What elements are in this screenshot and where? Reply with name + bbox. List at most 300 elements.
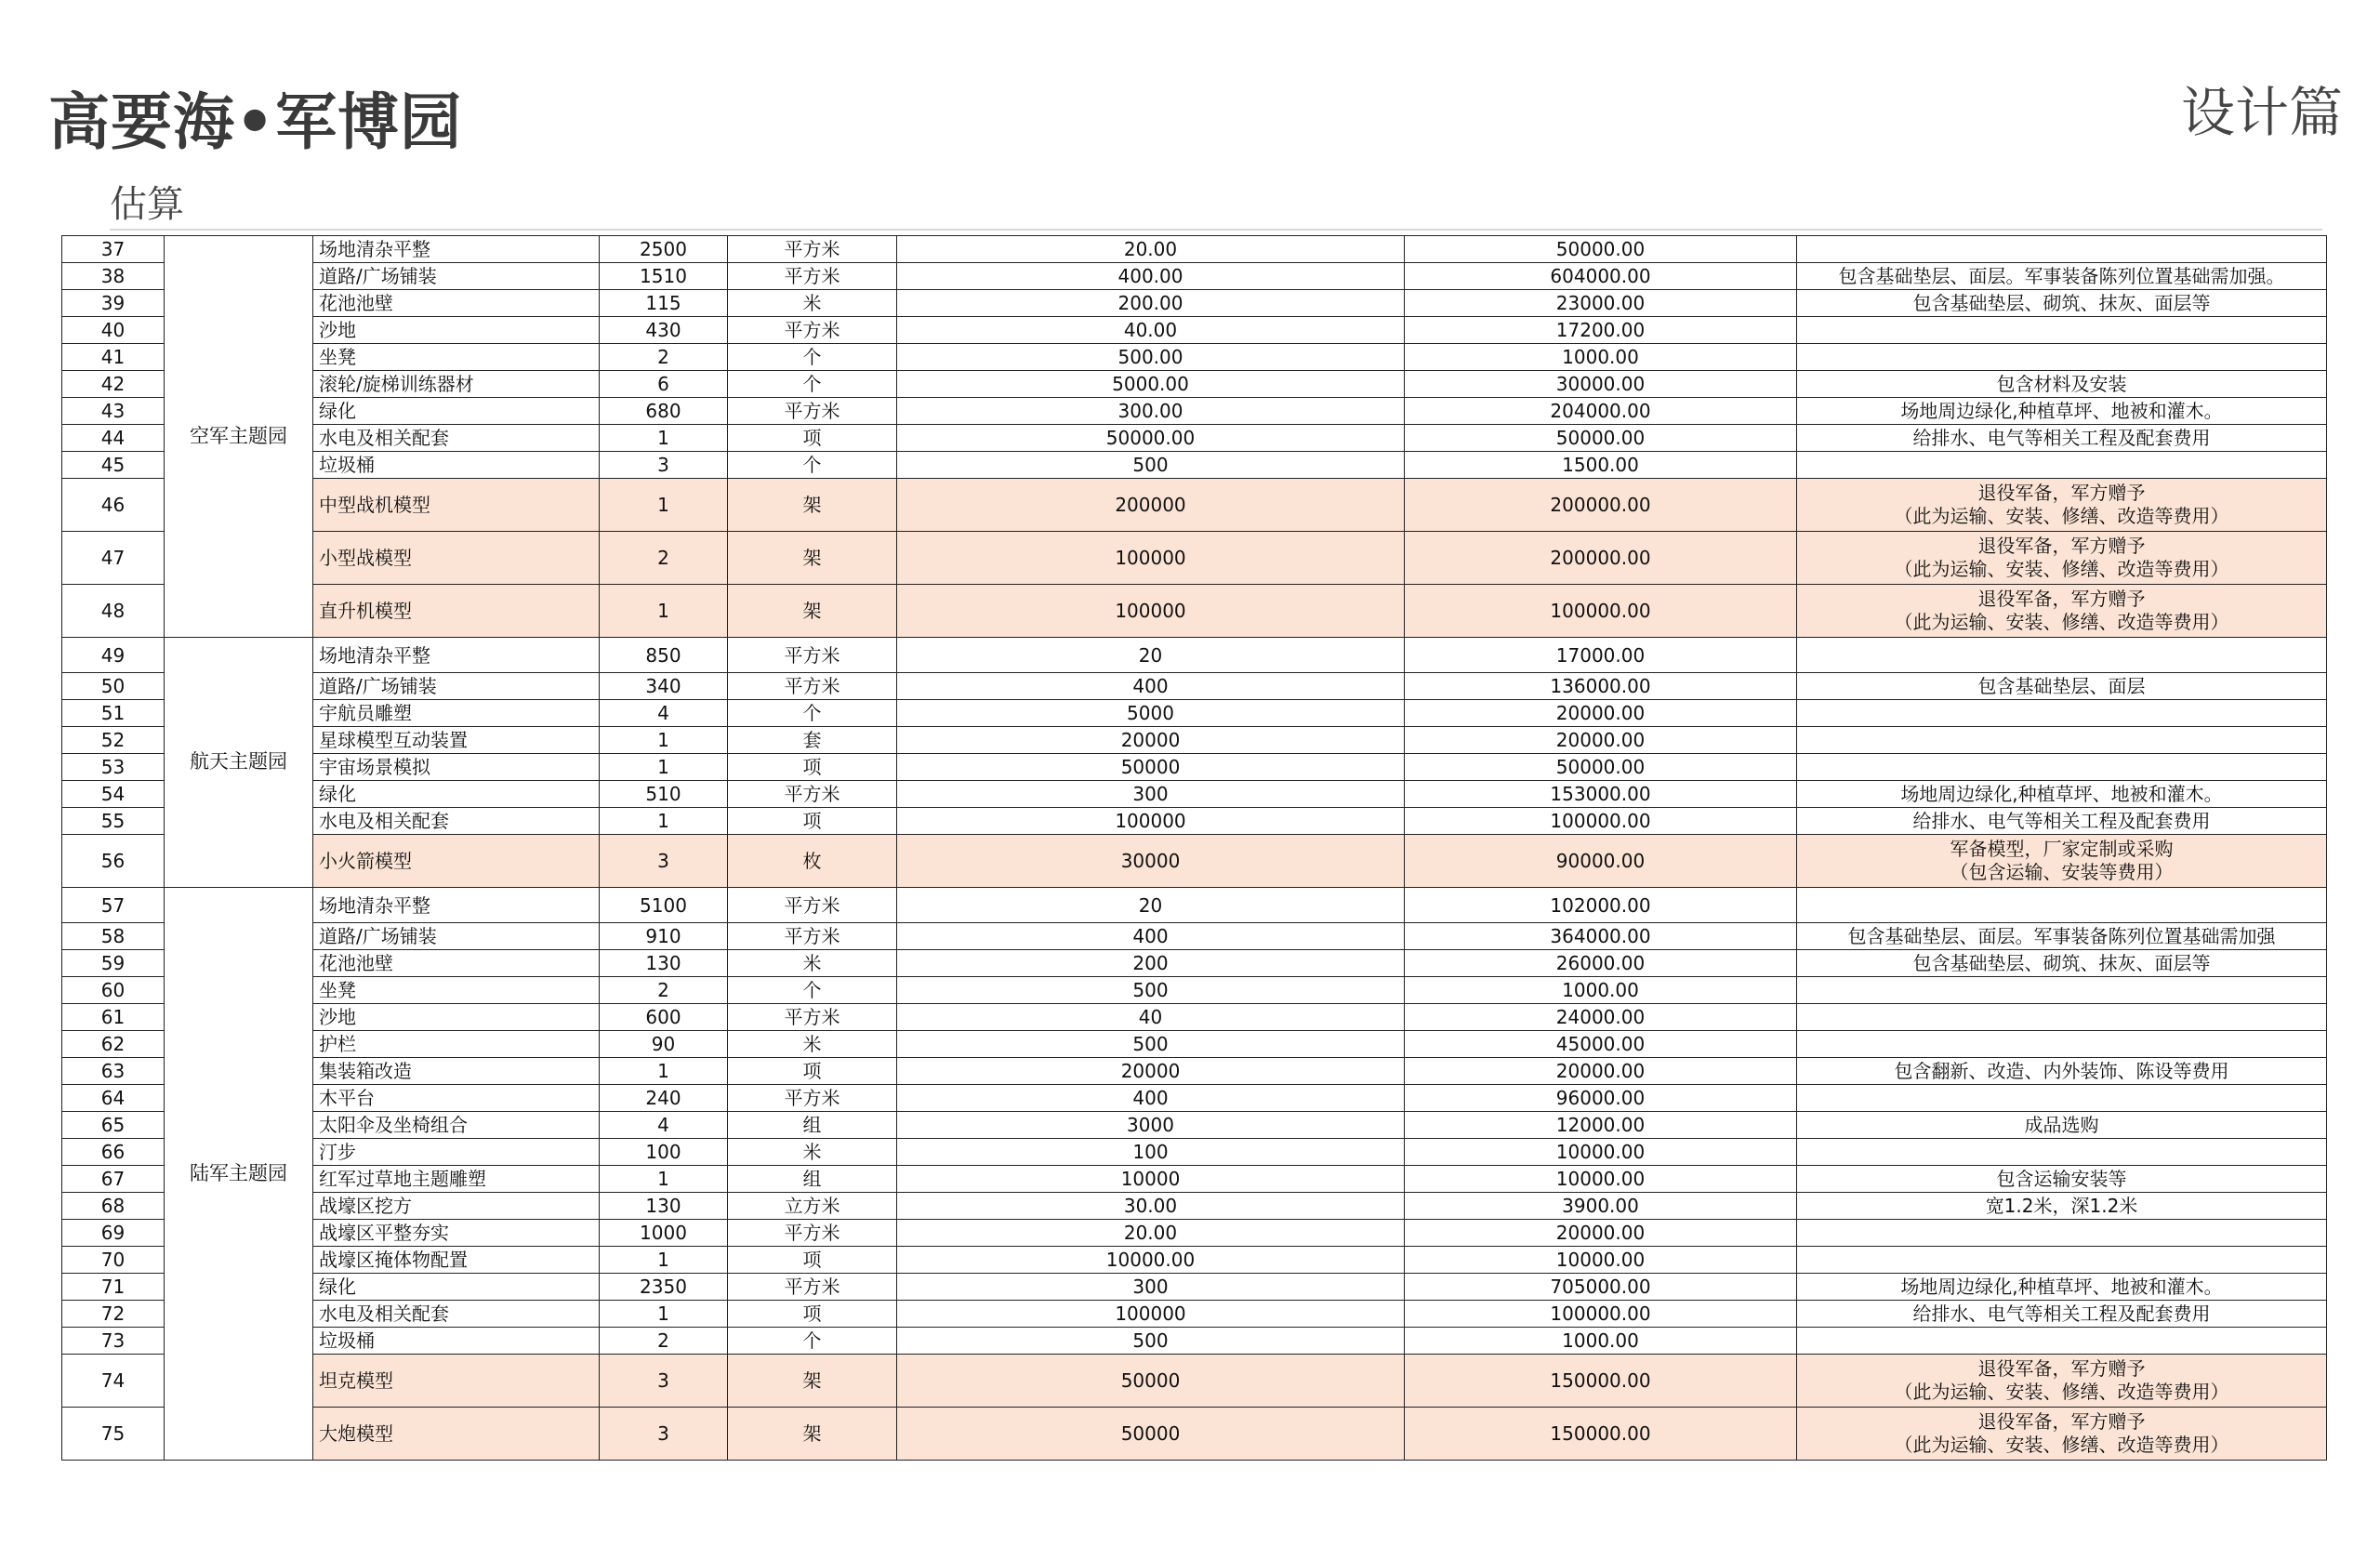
total-price-cell: 96000.00 (1405, 1085, 1797, 1112)
unit-price-cell: 20 (897, 638, 1405, 673)
unit-price-cell: 500 (897, 977, 1405, 1004)
unit-cell: 平方米 (728, 923, 897, 950)
quantity-cell: 1000 (600, 1220, 728, 1247)
unit-cell: 架 (728, 479, 897, 532)
unit-price-cell: 5000 (897, 700, 1405, 727)
note-cell (1797, 808, 2327, 835)
unit-cell: 米 (728, 950, 897, 977)
item-name-cell: 道路/广场铺装 (313, 923, 600, 950)
item-name-cell: 太阳伞及坐椅组合 (313, 1112, 600, 1139)
unit-price-cell: 100 (897, 1139, 1405, 1166)
unit-price-cell: 500.00 (897, 344, 1405, 371)
note-cell (1797, 344, 2327, 371)
table-row (62, 727, 2327, 754)
table-row (62, 1031, 2327, 1058)
quantity-cell: 850 (600, 638, 728, 673)
note-line: 包含基础垫层、面层 (1977, 674, 2146, 697)
total-price-cell: 10000.00 (1405, 1247, 1797, 1274)
unit-cell: 米 (728, 1139, 897, 1166)
quantity-cell: 1 (600, 1058, 728, 1085)
note-cell (1797, 835, 2327, 888)
quantity-cell: 90 (600, 1031, 728, 1058)
note-cell (1797, 1166, 2327, 1193)
item-name-cell: 红军过草地主题雕塑 (313, 1166, 600, 1193)
table-row (62, 317, 2327, 344)
row-number-cell: 41 (62, 344, 165, 371)
unit-price-cell: 30.00 (897, 1193, 1405, 1220)
row-number-cell: 72 (62, 1301, 165, 1328)
row-number-cell: 42 (62, 371, 165, 398)
total-price-cell: 1500.00 (1405, 452, 1797, 479)
table-row (62, 923, 2327, 950)
row-number-cell: 62 (62, 1031, 165, 1058)
table-row (62, 1408, 2327, 1461)
table-row (62, 1355, 2327, 1408)
unit-price-cell: 10000.00 (897, 1247, 1405, 1274)
quantity-cell: 1 (600, 425, 728, 452)
row-number-cell: 63 (62, 1058, 165, 1085)
item-name-cell: 汀步 (313, 1139, 600, 1166)
total-price-cell: 150000.00 (1405, 1408, 1797, 1461)
unit-price-cell: 100000 (897, 1301, 1405, 1328)
item-name-cell: 道路/广场铺装 (313, 673, 600, 700)
row-number-cell: 51 (62, 700, 165, 727)
total-price-cell: 23000.00 (1405, 290, 1797, 317)
row-number-cell: 59 (62, 950, 165, 977)
item-name-cell: 战壕区挖方 (313, 1193, 600, 1220)
table-row (62, 1193, 2327, 1220)
item-name-cell: 小火箭模型 (313, 835, 600, 888)
total-price-cell: 50000.00 (1405, 236, 1797, 263)
item-name-cell: 场地清杂平整 (313, 638, 600, 673)
unit-price-cell: 20000 (897, 727, 1405, 754)
item-name-cell: 场地清杂平整 (313, 236, 600, 263)
table-row (62, 1058, 2327, 1085)
item-name-cell: 水电及相关配套 (313, 808, 600, 835)
note-line-secondary: （此为运输、安装、修缮、改造等费用） (1894, 505, 2229, 527)
note-cell (1797, 1085, 2327, 1112)
unit-cell: 平方米 (728, 1274, 897, 1301)
table-row (62, 479, 2327, 532)
total-price-cell: 10000.00 (1405, 1166, 1797, 1193)
note-cell (1797, 754, 2327, 781)
unit-price-cell: 3000 (897, 1112, 1405, 1139)
unit-price-cell: 300 (897, 781, 1405, 808)
unit-price-cell: 200.00 (897, 290, 1405, 317)
item-name-cell: 中型战机模型 (313, 479, 600, 532)
total-price-cell: 1000.00 (1405, 1328, 1797, 1355)
note-line: 场地周边绿化,种植草坪、地被和灌木。 (1900, 1275, 2223, 1298)
table-row (62, 1112, 2327, 1139)
quantity-cell: 1 (600, 1166, 728, 1193)
note-line: 场地周边绿化,种植草坪、地被和灌木。 (1900, 782, 2223, 805)
quantity-cell: 2 (600, 977, 728, 1004)
table-row (62, 1220, 2327, 1247)
total-price-cell: 45000.00 (1405, 1031, 1797, 1058)
unit-cell: 平方米 (728, 263, 897, 290)
note-cell (1797, 1408, 2327, 1461)
item-name-cell: 直升机模型 (313, 585, 600, 638)
total-price-cell: 100000.00 (1405, 808, 1797, 835)
unit-cell: 平方米 (728, 888, 897, 923)
total-price-cell: 1000.00 (1405, 977, 1797, 1004)
row-number-cell: 74 (62, 1355, 165, 1408)
unit-cell: 项 (728, 808, 897, 835)
table-row (62, 1328, 2327, 1355)
row-number-cell: 57 (62, 888, 165, 923)
total-price-cell: 10000.00 (1405, 1139, 1797, 1166)
total-price-cell: 50000.00 (1405, 425, 1797, 452)
item-name-cell: 水电及相关配套 (313, 425, 600, 452)
total-price-cell: 102000.00 (1405, 888, 1797, 923)
note-cell (1797, 452, 2327, 479)
unit-cell: 个 (728, 371, 897, 398)
row-number-cell: 53 (62, 754, 165, 781)
total-price-cell: 17000.00 (1405, 638, 1797, 673)
quantity-cell: 910 (600, 923, 728, 950)
quantity-cell: 2 (600, 1328, 728, 1355)
total-price-cell: 150000.00 (1405, 1355, 1797, 1408)
row-number-cell: 68 (62, 1193, 165, 1220)
table-row (62, 1166, 2327, 1193)
unit-cell: 枚 (728, 835, 897, 888)
table-row (62, 638, 2327, 673)
note-line-secondary: （此为运输、安装、修缮、改造等费用） (1894, 558, 2229, 580)
total-price-cell: 20000.00 (1405, 1058, 1797, 1085)
item-name-cell: 坐凳 (313, 977, 600, 1004)
row-number-cell: 75 (62, 1408, 165, 1461)
table-row (62, 835, 2327, 888)
note-cell (1797, 263, 2327, 290)
unit-cell: 平方米 (728, 317, 897, 344)
item-name-cell: 宇宙场景模拟 (313, 754, 600, 781)
note-line-secondary: （包含运输、安装等费用） (1950, 861, 2174, 883)
unit-price-cell: 20.00 (897, 1220, 1405, 1247)
total-price-cell: 705000.00 (1405, 1274, 1797, 1301)
unit-price-cell: 100000 (897, 532, 1405, 585)
unit-cell: 平方米 (728, 1085, 897, 1112)
table-row (62, 700, 2327, 727)
note-line: 包含材料及安装 (1996, 372, 2127, 395)
quantity-cell: 1 (600, 1301, 728, 1328)
unit-price-cell: 50000 (897, 1355, 1405, 1408)
quantity-cell: 3 (600, 835, 728, 888)
total-price-cell: 50000.00 (1405, 754, 1797, 781)
note-cell (1797, 1193, 2327, 1220)
row-number-cell: 49 (62, 638, 165, 673)
note-cell (1797, 727, 2327, 754)
note-cell (1797, 700, 2327, 727)
quantity-cell: 130 (600, 1193, 728, 1220)
item-name-cell: 战壕区平整夯实 (313, 1220, 600, 1247)
row-number-cell: 39 (62, 290, 165, 317)
quantity-cell: 1 (600, 585, 728, 638)
note-line: 退役军备，军方赠予 (1977, 588, 2146, 610)
unit-cell: 平方米 (728, 1220, 897, 1247)
unit-price-cell: 100000 (897, 808, 1405, 835)
item-name-cell: 花池池壁 (313, 290, 600, 317)
unit-price-cell: 50000.00 (897, 425, 1405, 452)
quantity-cell: 130 (600, 950, 728, 977)
note-line: 包含基础垫层、面层。军事装备陈列位置基础需加强 (1847, 924, 2276, 947)
unit-price-cell: 10000 (897, 1166, 1405, 1193)
note-line: 军备模型，厂家定制或采购 (1950, 838, 2174, 860)
total-price-cell: 12000.00 (1405, 1112, 1797, 1139)
table-row (62, 344, 2327, 371)
quantity-cell: 430 (600, 317, 728, 344)
item-name-cell: 沙地 (313, 317, 600, 344)
item-name-cell: 集装箱改造 (313, 1058, 600, 1085)
note-cell (1797, 398, 2327, 425)
total-price-cell: 100000.00 (1405, 585, 1797, 638)
unit-cell: 平方米 (728, 1004, 897, 1031)
quantity-cell: 2500 (600, 236, 728, 263)
note-line: 退役军备，军方赠予 (1977, 482, 2146, 504)
item-name-cell: 坦克模型 (313, 1355, 600, 1408)
table-row (62, 781, 2327, 808)
note-cell (1797, 923, 2327, 950)
unit-cell: 套 (728, 727, 897, 754)
note-line: 成品选购 (2024, 1113, 2099, 1136)
item-name-cell: 绿化 (313, 781, 600, 808)
note-cell (1797, 371, 2327, 398)
total-price-cell: 20000.00 (1405, 700, 1797, 727)
unit-price-cell: 20000 (897, 1058, 1405, 1085)
note-cell (1797, 977, 2327, 1004)
table-row (62, 1004, 2327, 1031)
note-line: 退役军备，军方赠予 (1977, 1357, 2146, 1380)
note-line: 宽1.2米，深1.2米 (1985, 1194, 2138, 1217)
total-price-cell: 153000.00 (1405, 781, 1797, 808)
unit-cell: 项 (728, 1247, 897, 1274)
unit-cell: 平方米 (728, 638, 897, 673)
row-number-cell: 43 (62, 398, 165, 425)
table-row (62, 888, 2327, 923)
note-line: 给排水、电气等相关工程及配套费用 (1912, 809, 2211, 832)
row-number-cell: 54 (62, 781, 165, 808)
item-name-cell: 宇航员雕塑 (313, 700, 600, 727)
note-line: 包含翻新、改造、内外装饰、陈设等费用 (1894, 1059, 2229, 1082)
item-name-cell: 花池池壁 (313, 950, 600, 977)
unit-price-cell: 20 (897, 888, 1405, 923)
item-name-cell: 绿化 (313, 1274, 600, 1301)
quantity-cell: 3 (600, 1408, 728, 1461)
quantity-cell: 2 (600, 344, 728, 371)
row-number-cell: 60 (62, 977, 165, 1004)
total-price-cell: 30000.00 (1405, 371, 1797, 398)
row-number-cell: 47 (62, 532, 165, 585)
unit-cell: 平方米 (728, 236, 897, 263)
note-cell (1797, 1058, 2327, 1085)
unit-cell: 组 (728, 1166, 897, 1193)
total-price-cell: 3900.00 (1405, 1193, 1797, 1220)
note-line: 场地周边绿化,种植草坪、地被和灌木。 (1900, 399, 2223, 422)
unit-cell: 项 (728, 425, 897, 452)
row-number-cell: 38 (62, 263, 165, 290)
note-cell (1797, 781, 2327, 808)
note-cell (1797, 1031, 2327, 1058)
unit-price-cell: 200 (897, 950, 1405, 977)
unit-price-cell: 500 (897, 1031, 1405, 1058)
row-number-cell: 50 (62, 673, 165, 700)
unit-price-cell: 300.00 (897, 398, 1405, 425)
note-cell (1797, 317, 2327, 344)
note-line: 退役军备，军方赠予 (1977, 1410, 2146, 1433)
unit-price-cell: 5000.00 (897, 371, 1405, 398)
row-number-cell: 61 (62, 1004, 165, 1031)
note-line: 包含基础垫层、砌筑、抹灰、面层等 (1912, 951, 2211, 974)
row-number-cell: 40 (62, 317, 165, 344)
note-cell (1797, 236, 2327, 263)
item-name-cell: 坐凳 (313, 344, 600, 371)
quantity-cell: 510 (600, 781, 728, 808)
unit-price-cell: 50000 (897, 1408, 1405, 1461)
unit-cell: 米 (728, 1031, 897, 1058)
quantity-cell: 3 (600, 452, 728, 479)
unit-price-cell: 400 (897, 923, 1405, 950)
quantity-cell: 680 (600, 398, 728, 425)
row-number-cell: 73 (62, 1328, 165, 1355)
table-row (62, 1274, 2327, 1301)
table-row (62, 425, 2327, 452)
total-price-cell: 20000.00 (1405, 1220, 1797, 1247)
estimate-table-body (62, 236, 2327, 1461)
note-cell (1797, 1247, 2327, 1274)
total-price-cell: 136000.00 (1405, 673, 1797, 700)
note-cell (1797, 1274, 2327, 1301)
note-cell (1797, 585, 2327, 638)
row-number-cell: 64 (62, 1085, 165, 1112)
note-cell (1797, 888, 2327, 923)
table-row (62, 263, 2327, 290)
table-row (62, 977, 2327, 1004)
note-line: 包含基础垫层、面层。军事装备陈列位置基础需加强。 (1838, 264, 2285, 287)
table-row (62, 290, 2327, 317)
group-name-cell: 陆军主题园 (165, 888, 313, 1461)
quantity-cell: 5100 (600, 888, 728, 923)
page-subtitle: 估算 (110, 183, 184, 226)
quantity-cell: 1510 (600, 263, 728, 290)
note-cell (1797, 425, 2327, 452)
item-name-cell: 垃圾桶 (313, 452, 600, 479)
total-price-cell: 204000.00 (1405, 398, 1797, 425)
unit-price-cell: 400 (897, 1085, 1405, 1112)
total-price-cell: 200000.00 (1405, 479, 1797, 532)
row-number-cell: 44 (62, 425, 165, 452)
table-row (62, 1139, 2327, 1166)
item-name-cell: 滚轮/旋梯训练器材 (313, 371, 600, 398)
quantity-cell: 4 (600, 700, 728, 727)
total-price-cell: 1000.00 (1405, 344, 1797, 371)
unit-price-cell: 500 (897, 452, 1405, 479)
note-cell (1797, 1112, 2327, 1139)
note-line-secondary: （此为运输、安装、修缮、改造等费用） (1894, 1381, 2229, 1403)
header-divider (110, 229, 2322, 231)
row-number-cell: 45 (62, 452, 165, 479)
note-cell (1797, 638, 2327, 673)
unit-cell: 平方米 (728, 781, 897, 808)
row-number-cell: 69 (62, 1220, 165, 1247)
table-row (62, 371, 2327, 398)
row-number-cell: 48 (62, 585, 165, 638)
row-number-cell: 71 (62, 1274, 165, 1301)
unit-price-cell: 200000 (897, 479, 1405, 532)
unit-cell: 个 (728, 344, 897, 371)
note-line: 退役军备，军方赠予 (1977, 535, 2146, 557)
unit-cell: 架 (728, 585, 897, 638)
row-number-cell: 67 (62, 1166, 165, 1193)
note-cell (1797, 1328, 2327, 1355)
item-name-cell: 木平台 (313, 1085, 600, 1112)
row-number-cell: 66 (62, 1139, 165, 1166)
table-row (62, 1085, 2327, 1112)
total-price-cell: 364000.00 (1405, 923, 1797, 950)
total-price-cell: 90000.00 (1405, 835, 1797, 888)
unit-cell: 架 (728, 532, 897, 585)
unit-cell: 平方米 (728, 673, 897, 700)
unit-price-cell: 400.00 (897, 263, 1405, 290)
unit-cell: 立方米 (728, 1193, 897, 1220)
quantity-cell: 2350 (600, 1274, 728, 1301)
total-price-cell: 604000.00 (1405, 263, 1797, 290)
table-row (62, 673, 2327, 700)
quantity-cell: 340 (600, 673, 728, 700)
unit-cell: 个 (728, 977, 897, 1004)
note-cell (1797, 1139, 2327, 1166)
quantity-cell: 1 (600, 1247, 728, 1274)
item-name-cell: 水电及相关配套 (313, 1301, 600, 1328)
row-number-cell: 52 (62, 727, 165, 754)
item-name-cell: 绿化 (313, 398, 600, 425)
row-number-cell: 65 (62, 1112, 165, 1139)
unit-cell: 个 (728, 452, 897, 479)
unit-price-cell: 500 (897, 1328, 1405, 1355)
item-name-cell: 星球模型互动装置 (313, 727, 600, 754)
unit-price-cell: 300 (897, 1274, 1405, 1301)
note-cell (1797, 290, 2327, 317)
group-name-cell: 航天主题园 (165, 638, 313, 888)
total-price-cell: 26000.00 (1405, 950, 1797, 977)
total-price-cell: 20000.00 (1405, 727, 1797, 754)
quantity-cell: 100 (600, 1139, 728, 1166)
estimate-table (61, 235, 2327, 1461)
note-cell (1797, 1355, 2327, 1408)
total-price-cell: 17200.00 (1405, 317, 1797, 344)
quantity-cell: 4 (600, 1112, 728, 1139)
unit-cell: 项 (728, 1058, 897, 1085)
unit-price-cell: 30000 (897, 835, 1405, 888)
unit-cell: 项 (728, 754, 897, 781)
total-price-cell: 200000.00 (1405, 532, 1797, 585)
unit-cell: 架 (728, 1408, 897, 1461)
item-name-cell: 小型战模型 (313, 532, 600, 585)
row-number-cell: 37 (62, 236, 165, 263)
row-number-cell: 55 (62, 808, 165, 835)
unit-price-cell: 40 (897, 1004, 1405, 1031)
total-price-cell: 24000.00 (1405, 1004, 1797, 1031)
table-row (62, 532, 2327, 585)
quantity-cell: 1 (600, 754, 728, 781)
unit-cell: 组 (728, 1112, 897, 1139)
item-name-cell: 护栏 (313, 1031, 600, 1058)
unit-cell: 项 (728, 1301, 897, 1328)
quantity-cell: 2 (600, 532, 728, 585)
unit-price-cell: 40.00 (897, 317, 1405, 344)
note-cell (1797, 532, 2327, 585)
unit-price-cell: 400 (897, 673, 1405, 700)
table-row (62, 452, 2327, 479)
row-number-cell: 58 (62, 923, 165, 950)
